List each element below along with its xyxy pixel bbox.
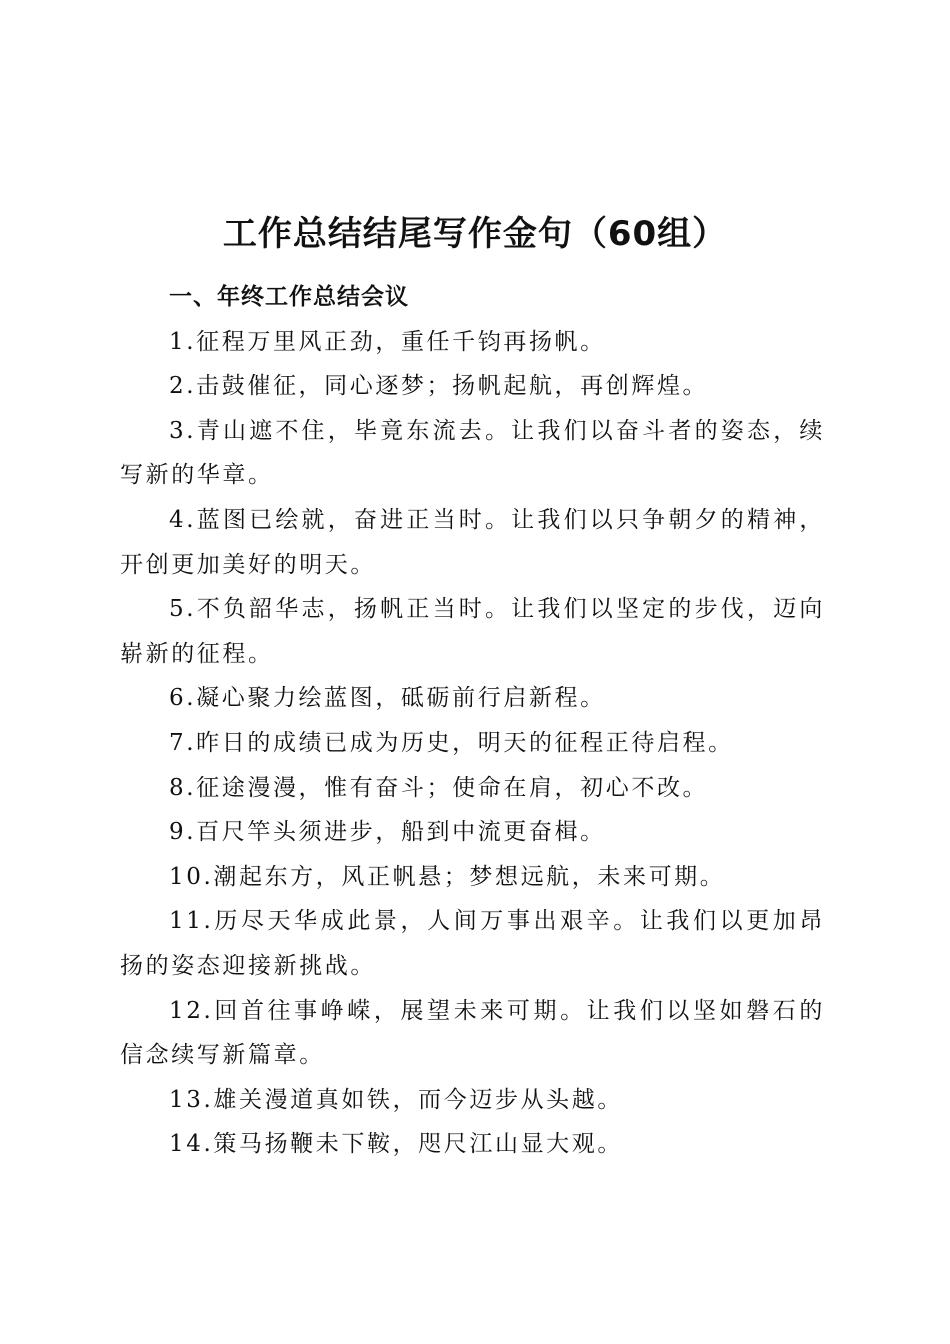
document-title: 工作总结结尾写作金句（60组）	[222, 214, 728, 254]
list-item: 2.击鼓催征，同心逐梦；扬帆起航，再创辉煌。	[169, 373, 709, 400]
list-item: 12.回首往事峥嵘，展望未来可期。让我们以坚如磐石的信念续写新篇章。	[120, 997, 825, 1069]
list-item: 5.不负韶华志，扬帆正当时。让我们以坚定的步伐，迈向崭新的征程。	[120, 596, 825, 667]
list-item: 9.百尺竿头须进步，船到中流更奋楫。	[169, 819, 606, 846]
list-item: 10.潮起东方，风正帆悬；梦想远航，未来可期。	[169, 863, 726, 890]
list-item: 7.昨日的成绩已成为历史，明天的征程正待启程。	[169, 729, 734, 756]
section-heading: 一、年终工作总结会议	[169, 284, 409, 310]
list-item: 4.蓝图已绘就，奋进正当时。让我们以只争朝夕的精神，开创更加美好的明天。	[120, 506, 825, 578]
list-item: 1.征程万里风正劲，重任千钧再扬帆。	[169, 328, 606, 355]
document-body	[120, 275, 825, 1167]
list-item: 14.策马扬鞭未下鞍，咫尺江山显大观。	[169, 1131, 623, 1158]
list-item: 13.雄关漫道真如铁，而今迈步从头越。	[169, 1086, 623, 1113]
list-item: 11.历尽天华成此景，人间万事出艰辛。让我们以更加昂扬的姿态迎接新挑战。	[120, 908, 825, 979]
list-item: 3.青山遮不住，毕竟东流去。让我们以奋斗者的姿态，续写新的华章。	[120, 417, 825, 489]
list-item: 8.征途漫漫，惟有奋斗；使命在肩，初心不改。	[169, 774, 709, 801]
list-item: 6.凝心聚力绘蓝图，砥砺前行启新程。	[169, 685, 606, 712]
